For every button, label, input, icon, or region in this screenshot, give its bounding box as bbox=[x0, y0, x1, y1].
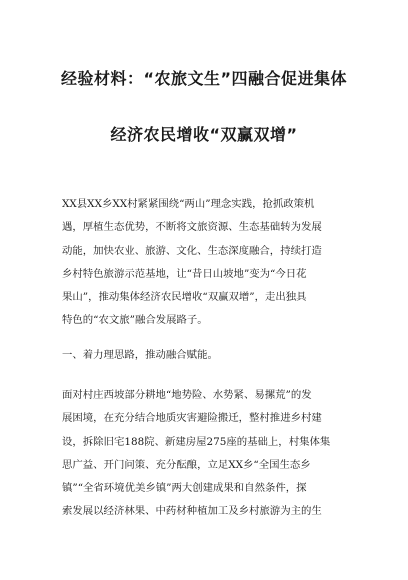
paragraph-line: 索发展以经济林果、中药材种植加工及乡村旅游为主的生 bbox=[62, 505, 322, 518]
paragraph-line: 思广益、开门问策、充分酝酿，立足XX乡“全国生态乡 bbox=[62, 458, 311, 471]
paragraph-line: XX县XX乡XX村紧紧围绕“两山”理念实践，抢抓政策机 bbox=[62, 198, 315, 210]
paragraph-line: 乡村特色旅游示范基地，让“昔日山坡地”变为“今日花 bbox=[62, 267, 307, 280]
paragraph-line: 展困境，在充分结合地质灾害避险搬迁，整村推进乡村建 bbox=[62, 412, 322, 425]
paragraph-line: 特色的“农文旅”融合发展路子。 bbox=[62, 314, 208, 327]
document-title-line-2: 经济农民增收“双赢双增” bbox=[110, 125, 298, 144]
section-heading-text: 一、着力理思路，推动融合赋能。 bbox=[62, 349, 218, 361]
section-heading bbox=[62, 344, 348, 367]
paragraph-line: 设，拆除旧宅188院、新建房屋275座的基础上，村集体集 bbox=[62, 435, 331, 448]
paragraph-line: 动能，加快农业、旅游、文化、生态深度融合，持续打造 bbox=[62, 244, 322, 257]
paragraph-line: 面对村庄西坡部分耕地“地势险、水势紧、易摞荒”的发 bbox=[62, 389, 312, 401]
intro-paragraph bbox=[62, 193, 348, 333]
paragraph-line: 果山”，推动集体经济农民增收“双赢双增”，走出独具 bbox=[62, 291, 307, 304]
section-paragraph bbox=[62, 384, 348, 524]
paragraph-line: 遇，厚植生态优势，不断将文旅资源、生态基础转为发展 bbox=[62, 221, 322, 234]
document-title-line-1: 经验材料：“农旅文生”四融合促进集体 bbox=[60, 69, 348, 88]
paragraph-line: 镇”“全省环境优美乡镇”两大创建成果和自然条件，探 bbox=[62, 482, 307, 495]
